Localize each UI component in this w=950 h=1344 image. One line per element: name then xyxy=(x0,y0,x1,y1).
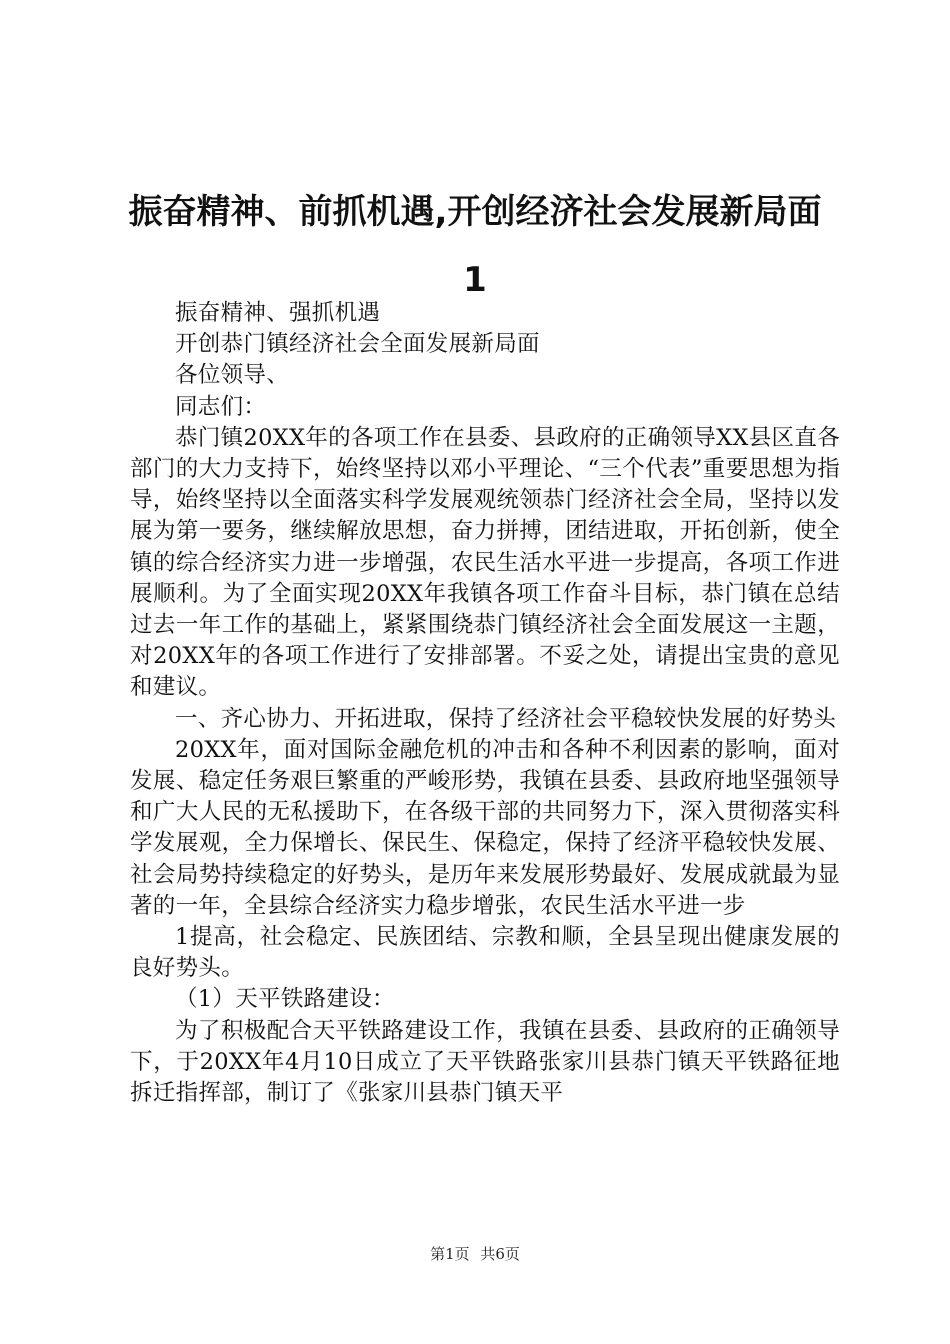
paragraph-subsection-1-body: 为了积极配合天平铁路建设工作，我镇在县委、县政府的正确领导下，于20XX年4月10日成立了天平铁路张家川县恭门镇天平铁路征地拆迁指挥部，制订了《张家川县恭门镇天平 xyxy=(130,1017,840,1107)
paragraph-section-1-body: 20XX年，面对国际金融危机的冲击和各种不利因素的影响，面对发展、稳定任务艰巨繁重的严峻形势，我镇在县委、县政府地坚强领导和广大人民的无私援助下，在各级干部的共同努力下，深入贯彻落实科学发展观，全力保增长、保民生、保稳定，保持了经济平稳较快发展、社会局势持续稳定的好势头，是历年来发展形势最好、发展成就最为显著的一年，全县综合经济实力稳步增张，农民生活水平进一步 xyxy=(130,736,840,919)
paragraph-subsection-heading-1: （1）天平铁路建设： xyxy=(175,986,395,1013)
paragraph-section-heading-1: 一、齐心协力、开拓进取，保持了经济社会平稳较快发展的好势头 xyxy=(175,705,837,732)
document-title: 振奋精神、前抓机遇,开创经济社会发展新局面1 xyxy=(128,192,822,300)
paragraph-salutation-2: 同志们： xyxy=(175,393,267,420)
paragraph-salutation-1: 各位领导、 xyxy=(175,362,290,389)
page-number: 第1页 xyxy=(430,1245,470,1263)
paragraph-section-1-continued: 1提高，社会稳定、民族团结、宗教和顺，全县呈现出健康发展的良好势头。 xyxy=(130,924,840,982)
page-footer xyxy=(0,1244,950,1264)
paragraph-subtitle-2: 开创恭门镇经济社会全面发展新局面 xyxy=(175,331,540,358)
page-total: 共6页 xyxy=(480,1245,520,1263)
document-body xyxy=(130,298,840,1109)
paragraph-subtitle-1: 振奋精神、强抓机遇 xyxy=(175,300,381,326)
paragraph-intro: 恭门镇20XX年的各项工作在县委、县政府的正确领导XX县区直各部门的大力支持下，始终坚持以邓小平理论、“三个代表”重要思想为指导，始终坚持以全面落实科学发展观统领恭门经济社会全局，坚持以发展为第一要务，继续解放思想，奋力拼搏，团结进取，开拓创新，使全镇的综合经济实力进一步增强，农民生活水平进一步提高，各项工作进展顺利。为了全面实现20XX年我镇各项工作奋斗目标，恭门镇在总结过去一年工作的基础上，紧紧围绕恭门镇经济社会全面发展这一主题，对20XX年的各项工作进行了安排部署。不妥之处，请提出宝贵的意见和建议。 xyxy=(130,424,840,701)
